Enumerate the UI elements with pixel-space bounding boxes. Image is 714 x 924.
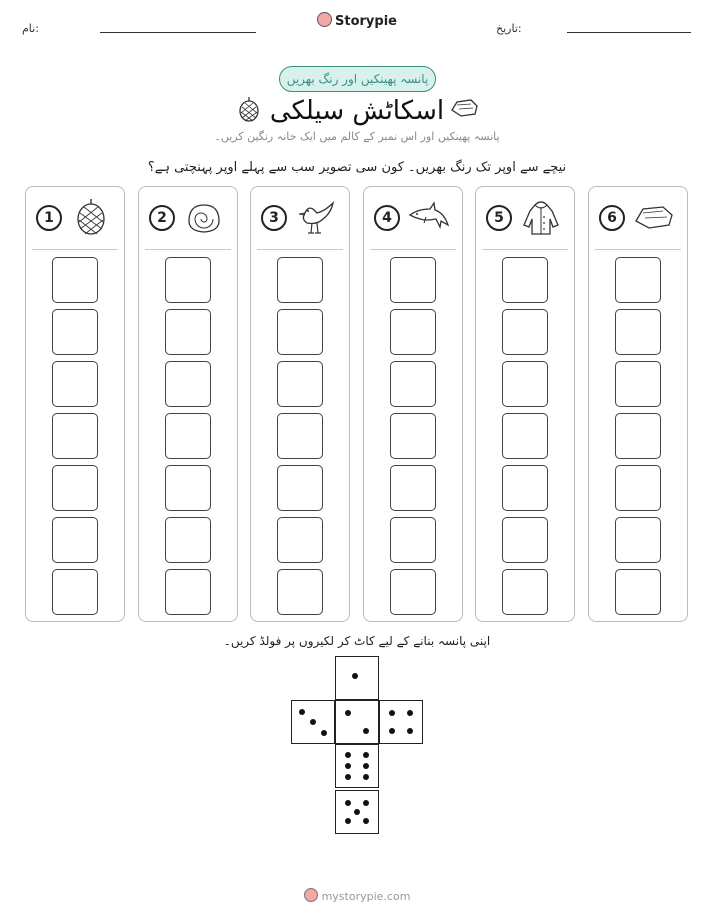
column-divider (482, 249, 568, 250)
seagull-icon (295, 197, 337, 237)
date-label: تاریخ: (496, 22, 522, 35)
color-box[interactable] (165, 361, 211, 407)
column-6 (588, 186, 688, 622)
color-box[interactable] (615, 309, 661, 355)
pip (299, 709, 305, 715)
pip (407, 710, 413, 716)
die-face-1 (335, 656, 379, 700)
pip (363, 818, 369, 824)
color-box[interactable] (502, 361, 548, 407)
color-box[interactable] (615, 413, 661, 459)
color-box[interactable] (277, 413, 323, 459)
color-box[interactable] (165, 517, 211, 563)
column-divider (32, 249, 118, 250)
color-box[interactable] (52, 309, 98, 355)
pinecone-icon (70, 197, 112, 237)
pip (363, 763, 369, 769)
color-box[interactable] (277, 309, 323, 355)
column-number: 2 (149, 205, 175, 231)
die-face-5 (335, 790, 379, 834)
brand-logo (0, 12, 714, 29)
pip (352, 673, 358, 679)
column-1 (25, 186, 125, 622)
color-box[interactable] (52, 361, 98, 407)
pip (407, 728, 413, 734)
dolphin-icon (408, 197, 450, 237)
column-number: 5 (486, 205, 512, 231)
column-number: 4 (374, 205, 400, 231)
color-box[interactable] (277, 257, 323, 303)
column-divider (595, 249, 681, 250)
color-box[interactable] (52, 465, 98, 511)
color-box[interactable] (502, 257, 548, 303)
color-box[interactable] (277, 465, 323, 511)
color-box[interactable] (615, 257, 661, 303)
color-box[interactable] (52, 569, 98, 615)
color-box[interactable] (165, 465, 211, 511)
pip (354, 809, 360, 815)
die-face-6 (335, 744, 379, 788)
color-box[interactable] (277, 361, 323, 407)
column-divider (257, 249, 343, 250)
name-line (100, 32, 256, 33)
color-box[interactable] (615, 517, 661, 563)
column-number: 6 (599, 205, 625, 231)
color-box[interactable] (502, 569, 548, 615)
column-number: 3 (261, 205, 287, 231)
color-box[interactable] (165, 569, 211, 615)
date-line (567, 32, 691, 33)
pip (321, 730, 327, 736)
color-box[interactable] (390, 309, 436, 355)
column-number: 1 (36, 205, 62, 231)
pip (345, 774, 351, 780)
column-divider (145, 249, 231, 250)
color-box[interactable] (52, 257, 98, 303)
column-3 (250, 186, 350, 622)
color-box[interactable] (390, 361, 436, 407)
color-box[interactable] (502, 517, 548, 563)
pip (310, 719, 316, 725)
activity-pill: پانسہ پھینکیں اور رنگ بھریں (279, 66, 436, 92)
raincoat-icon (520, 197, 562, 237)
die-face-3 (291, 700, 335, 744)
color-box[interactable] (502, 309, 548, 355)
color-box[interactable] (390, 465, 436, 511)
shell-icon (183, 197, 225, 237)
color-box[interactable] (277, 517, 323, 563)
color-box[interactable] (615, 361, 661, 407)
color-box[interactable] (502, 465, 548, 511)
color-box[interactable] (277, 569, 323, 615)
pip (363, 774, 369, 780)
pip (363, 800, 369, 806)
instruction: نیچے سے اوپر تک رنگ بھریں۔ کون سی تصویر سب سے پہلے اوپر پہنچتی ہے؟ (147, 160, 567, 175)
footer-url: mystorypie.com (321, 890, 411, 903)
column-divider (370, 249, 456, 250)
bear-icon (304, 888, 318, 902)
color-box[interactable] (502, 413, 548, 459)
footer (0, 888, 714, 903)
pip (363, 752, 369, 758)
pip (363, 728, 369, 734)
die-face-2 (335, 700, 379, 744)
pip (345, 800, 351, 806)
brand-name: Storypie (335, 14, 397, 29)
pip (345, 818, 351, 824)
color-box[interactable] (165, 413, 211, 459)
name-label: نام: (22, 22, 39, 35)
column-2 (138, 186, 238, 622)
color-box[interactable] (52, 413, 98, 459)
column-4 (363, 186, 463, 622)
pip (345, 763, 351, 769)
color-box[interactable] (52, 517, 98, 563)
color-box[interactable] (390, 517, 436, 563)
color-box[interactable] (615, 465, 661, 511)
pip (389, 710, 395, 716)
color-box[interactable] (165, 309, 211, 355)
rock-icon (449, 97, 479, 119)
die-face-4 (379, 700, 423, 744)
color-box[interactable] (390, 257, 436, 303)
color-box[interactable] (615, 569, 661, 615)
color-box[interactable] (390, 413, 436, 459)
column-5 (475, 186, 575, 622)
bear-icon (317, 12, 332, 27)
pip (345, 710, 351, 716)
page-title: اسکاٹش سیلکی (269, 96, 445, 126)
rock-icon (633, 197, 675, 237)
color-box[interactable] (390, 569, 436, 615)
subtitle: پانسہ پھینکیں اور اس نمبر کے کالم میں ایک خانہ رنگین کریں۔ (214, 130, 500, 143)
color-box[interactable] (165, 257, 211, 303)
pip (345, 752, 351, 758)
pip (389, 728, 395, 734)
fold-instruction: اپنی پانسہ بنانے کے لیے کاٹ کر لکیروں پر فولڈ کریں۔ (223, 634, 491, 648)
